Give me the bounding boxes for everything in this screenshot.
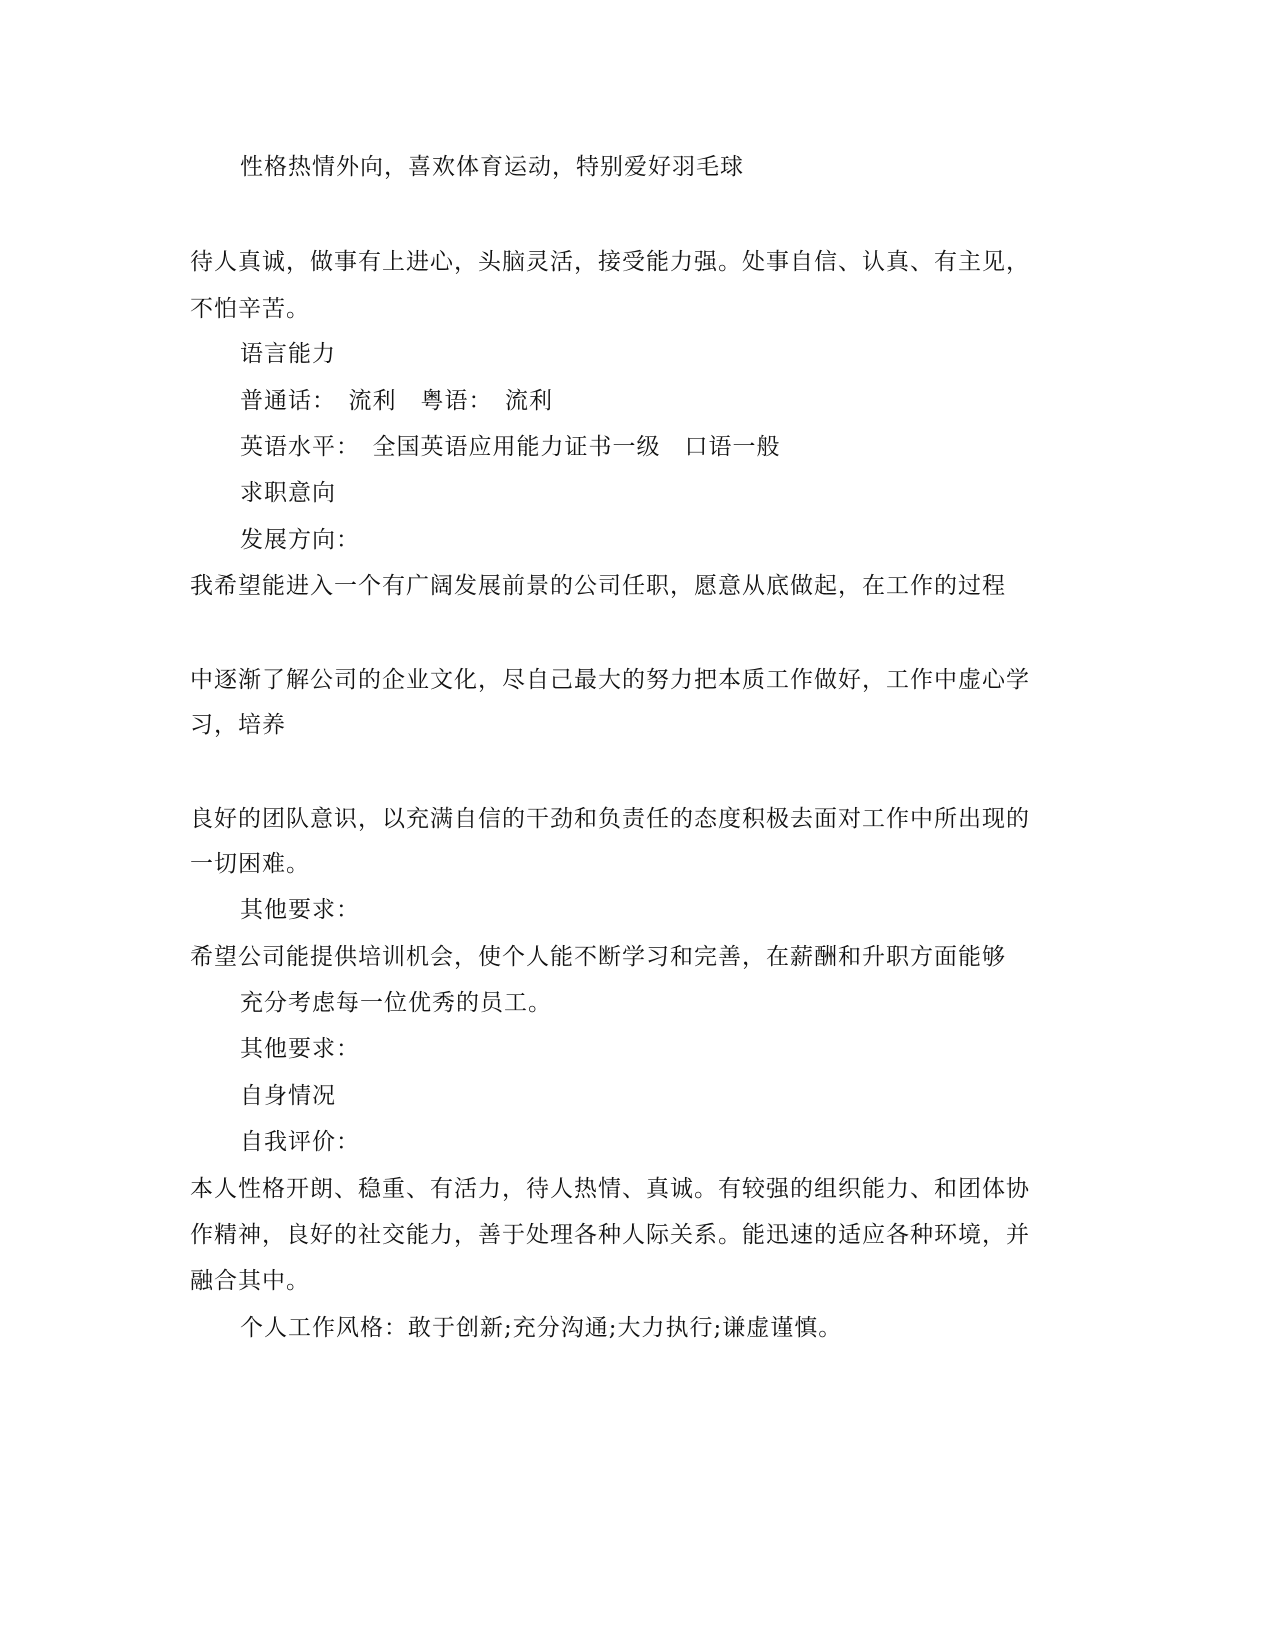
text-line: 不怕辛苦。: [190, 296, 310, 322]
text-line: 其他要求：: [240, 1036, 360, 1062]
text-line: 我希望能进入一个有广阔发展前景的公司任职，愿意从底做起，在工作的过程: [190, 573, 1006, 599]
section-heading: 语言能力: [240, 341, 336, 367]
text-line: 其他要求：: [240, 897, 360, 923]
section-heading: 求职意向: [240, 480, 336, 506]
text-line: 性格热情外向，喜欢体育运动，特别爱好羽毛球: [240, 154, 744, 180]
text-line: 英语水平： 全国英语应用能力证书一级 口语一般: [240, 434, 781, 460]
text-line: 融合其中。: [190, 1268, 310, 1294]
text-line: 待人真诚，做事有上进心，头脑灵活，接受能力强。处事自信、认真、有主见，: [190, 249, 1030, 275]
text-line: 良好的团队意识，以充满自信的干劲和负责任的态度积极去面对工作中所出现的: [190, 806, 1030, 832]
text-line: 作精神，良好的社交能力，善于处理各种人际关系。能迅速的适应各种环境，并: [190, 1222, 1030, 1248]
text-line: 中逐渐了解公司的企业文化，尽自己最大的努力把本质工作做好，工作中虚心学: [190, 667, 1030, 693]
text-line: 普通话： 流利 粤语： 流利: [240, 388, 553, 414]
text-line: 习，培养: [190, 712, 286, 738]
section-heading: 自身情况: [240, 1083, 336, 1109]
text-line: 希望公司能提供培训机会，使个人能不断学习和完善，在薪酬和升职方面能够: [190, 944, 1006, 970]
text-line: 发展方向：: [240, 527, 360, 553]
text-line: 一切困难。: [190, 851, 310, 877]
text-line: 自我评价：: [240, 1129, 360, 1155]
text-line: 个人工作风格：敢于创新;充分沟通;大力执行;谦虚谨慎。: [240, 1315, 843, 1341]
text-line: 充分考虑每一位优秀的员工。: [240, 990, 552, 1016]
text-line: 本人性格开朗、稳重、有活力，待人热情、真诚。有较强的组织能力、和团体协: [190, 1176, 1030, 1202]
